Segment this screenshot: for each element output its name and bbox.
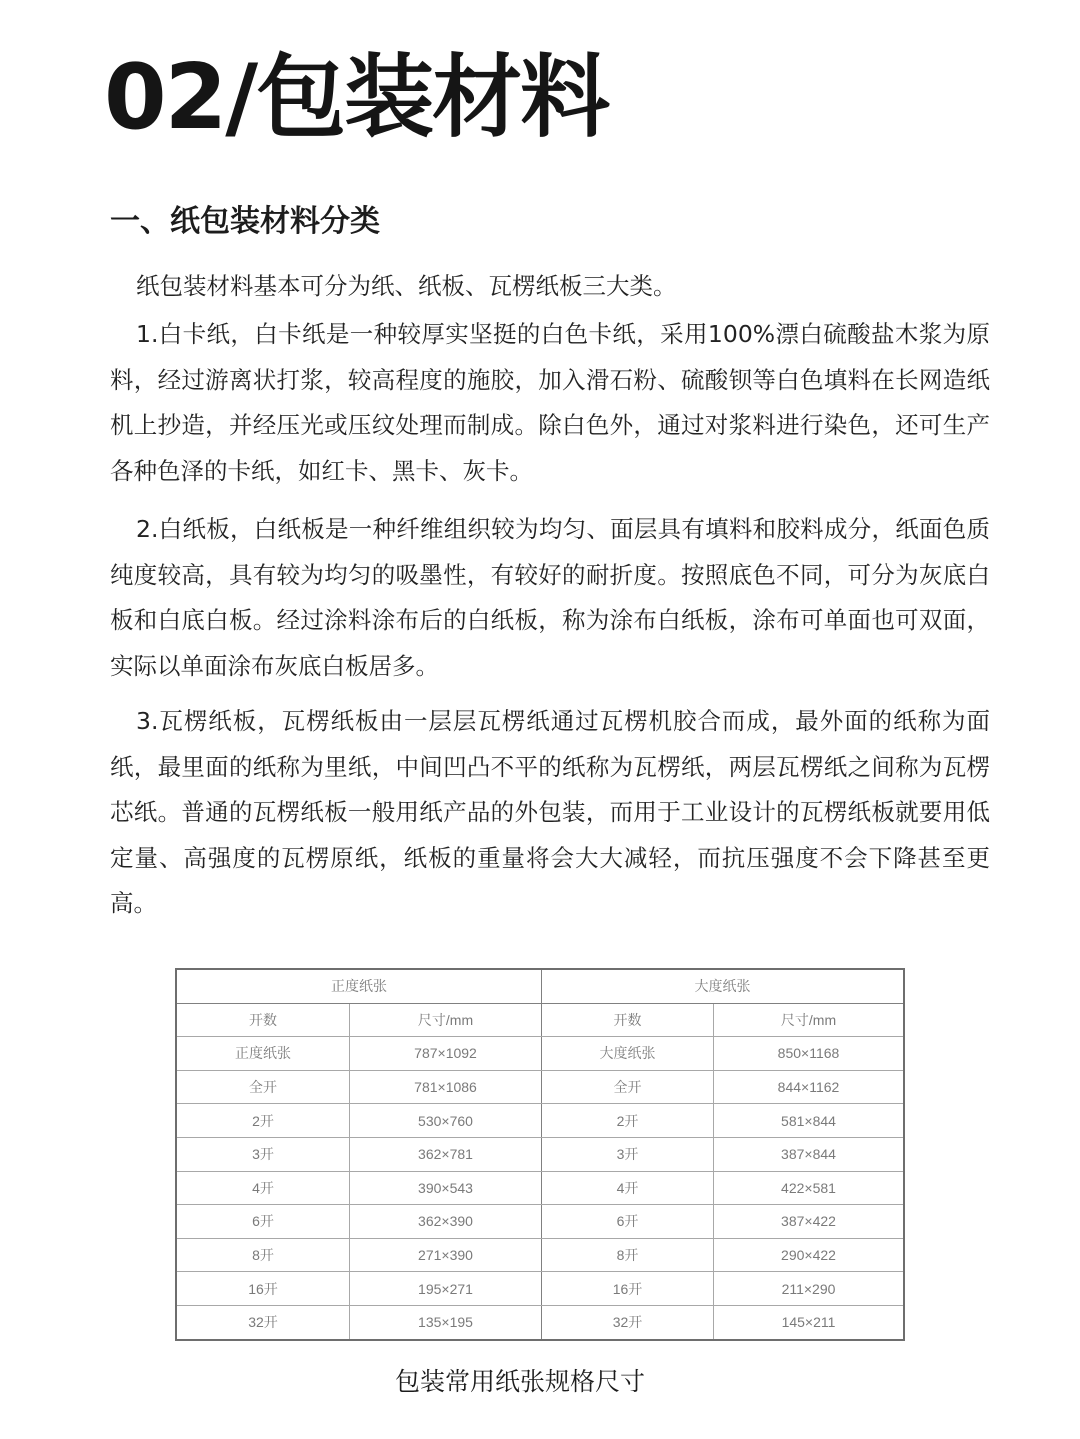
table-cell: 390×543 [349,1171,541,1205]
table-cell: 195×271 [349,1272,541,1306]
table-column-header-row [176,1003,904,1037]
paragraph-white-board: 2.白纸板，白纸板是一种纤维组织较为均匀、面层具有填料和胶料成分，纸面色质纯度较高，具有较为均匀的吸墨性，有较好的耐折度。按照底色不同，可分为灰底白板和白底白板。经过涂料涂布后的白纸板，称为涂布白纸板，涂布可单面也可双面，实际以单面涂布灰底白板居多。 [110,515,990,680]
group-header-large: 大度纸张 [542,969,904,1003]
table-group-header-row [176,969,904,1003]
table-cell: 362×390 [349,1205,541,1239]
table-cell: 850×1168 [714,1037,905,1071]
table-row [176,1238,904,1272]
table-cell: 844×1162 [714,1070,905,1104]
paragraph-white-cardboard: 1.白卡纸，白卡纸是一种较厚实坚挺的白色卡纸，采用100%漂白硫酸盐木浆为原料，经过游离状打浆，较高程度的施胶，加入滑石粉、硫酸钡等白色填料在长网造纸机上抄造，并经压光或压纹处理而制成。除白色外，通过对浆料进行染色，还可生产各种色泽的卡纸，如红卡、黑卡、灰卡。 [110,320,990,485]
table-cell: 781×1086 [349,1070,541,1104]
column-header: 开数 [176,1003,349,1037]
table-cell: 530×760 [349,1104,541,1138]
table-cell: 16开 [542,1272,714,1306]
table-cell: 全开 [542,1070,714,1104]
table-cell: 8开 [542,1238,714,1272]
table-cell: 大度纸张 [542,1037,714,1071]
table-cell: 4开 [176,1171,349,1205]
table-cell: 6开 [176,1205,349,1239]
table-cell: 387×844 [714,1137,905,1171]
section-heading: 一、纸包装材料分类 [110,204,380,239]
table-cell: 290×422 [714,1238,905,1272]
table-cell: 32开 [542,1305,714,1339]
table-cell: 2开 [542,1104,714,1138]
intro-paragraph: 纸包装材料基本可分为纸、纸板、瓦楞纸板三大类。 [136,272,677,300]
table-row [176,1205,904,1239]
table-row [176,1137,904,1171]
table-cell: 3开 [176,1137,349,1171]
table-cell: 全开 [176,1070,349,1104]
paragraph-corrugated-board: 3.瓦楞纸板，瓦楞纸板由一层层瓦楞纸通过瓦楞机胶合而成，最外面的纸称为面纸，最里面的纸称为里纸，中间凹凸不平的纸称为瓦楞纸，两层瓦楞纸之间称为瓦楞芯纸。普通的瓦楞纸板一般用纸产品的外包装，而用于工业设计的瓦楞纸板就要用低定量、高强度的瓦楞原纸，纸板的重量将会大大减轻，而抗压强度不会下降甚至更高。 [110,707,990,918]
table-cell: 4开 [542,1171,714,1205]
paper-size-table [175,968,905,1341]
table-cell: 正度纸张 [176,1037,349,1071]
table-caption: 包装常用纸张规格尺寸 [394,1367,645,1396]
table-body [176,1037,904,1340]
table-row [176,1037,904,1071]
table-cell: 145×211 [714,1305,905,1339]
table-cell: 16开 [176,1272,349,1306]
table-cell: 581×844 [714,1104,905,1138]
group-header-standard: 正度纸张 [176,969,542,1003]
table-cell: 8开 [176,1238,349,1272]
column-header: 开数 [542,1003,714,1037]
table-cell: 2开 [176,1104,349,1138]
table-cell: 211×290 [714,1272,905,1306]
table-row [176,1305,904,1339]
table-cell: 787×1092 [349,1037,541,1071]
table-cell: 135×195 [349,1305,541,1339]
table-row [176,1171,904,1205]
table-cell: 3开 [542,1137,714,1171]
table-row [176,1272,904,1306]
table-cell: 6开 [542,1205,714,1239]
table-cell: 271×390 [349,1238,541,1272]
table-row [176,1070,904,1104]
table-cell: 362×781 [349,1137,541,1171]
table-cell: 422×581 [714,1171,905,1205]
table-row [176,1104,904,1138]
column-header: 尺寸/mm [349,1003,541,1037]
table-cell: 32开 [176,1305,349,1339]
page-title: 02/包装材料 [104,45,609,150]
column-header: 尺寸/mm [714,1003,905,1037]
table-cell: 387×422 [714,1205,905,1239]
